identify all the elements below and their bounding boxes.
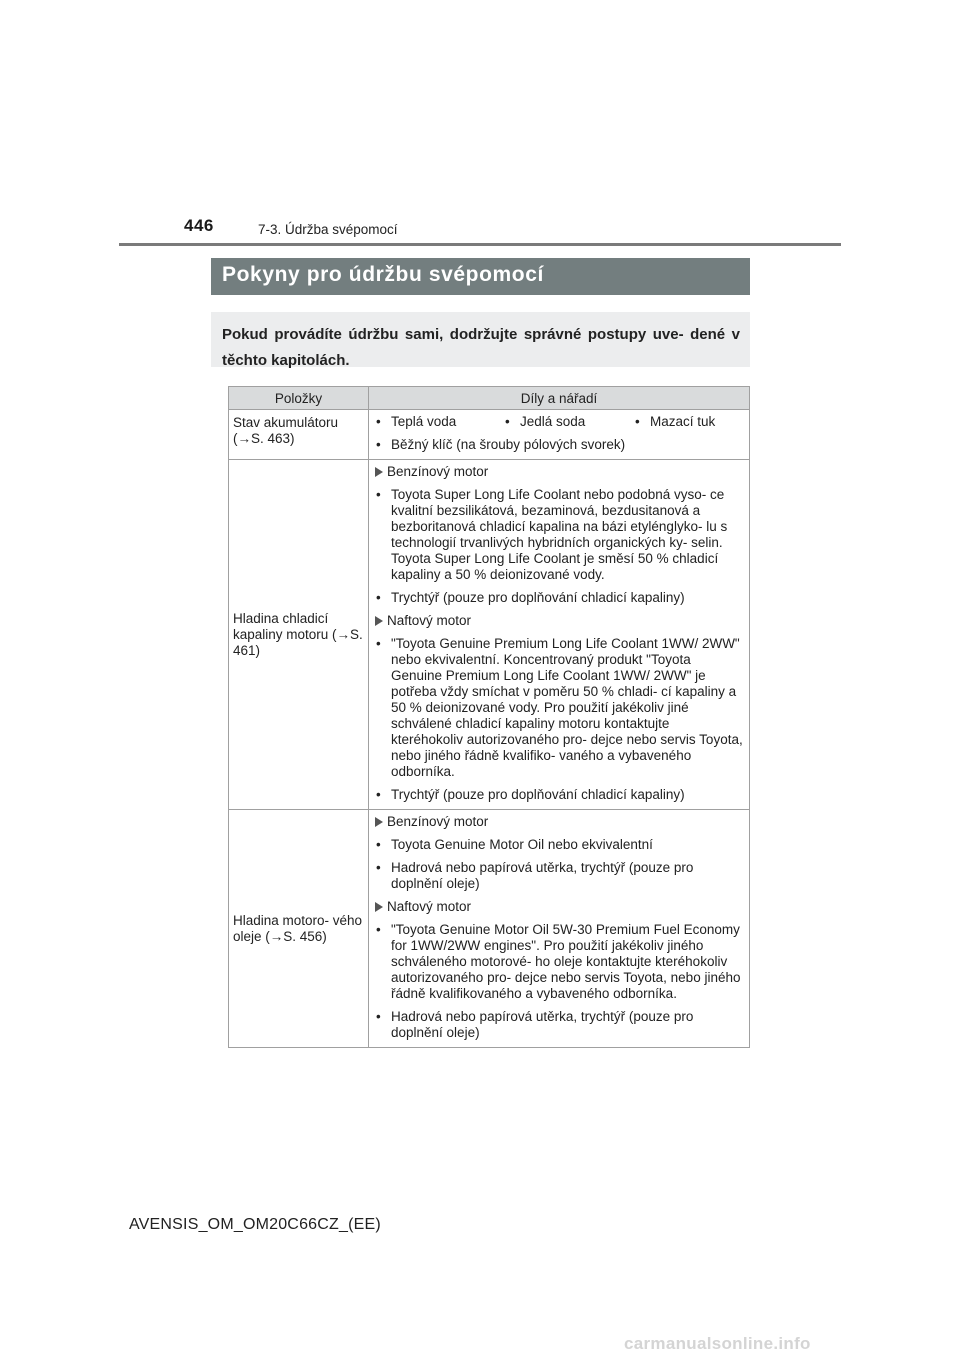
bullet-icon: •: [376, 636, 381, 651]
engine-heading: Benzínový motor: [375, 464, 745, 480]
table-row: [229, 460, 750, 810]
item-cell: Stav akumulátoru (→S. 463): [229, 410, 369, 460]
bullet-icon: •: [376, 590, 381, 605]
document-code: AVENSIS_OM_OM20C66CZ_(EE): [129, 1216, 381, 1233]
tools-cell: [369, 410, 750, 460]
bullet-icon: •: [376, 787, 381, 802]
header-tools: Díly a nářadí: [369, 387, 750, 410]
header-rule: [119, 243, 841, 246]
bullet-icon: •: [376, 837, 381, 852]
list-item: • Toyota Genuine Motor Oil nebo ekvivalentní: [376, 837, 653, 852]
tools-cell: [369, 460, 750, 810]
list-item: • Jedlá soda: [505, 414, 586, 429]
list-item: • Běžný klíč (na šrouby pólových svorek): [376, 437, 626, 452]
triangle-bullet-icon: [375, 817, 383, 827]
intro-text: Pokud provádíte údržbu sami, dodržujte správné postupy uve- dené v těchto kapitolách.: [211, 312, 750, 367]
list-item: • Mazací tuk: [635, 414, 716, 429]
parts-table: [228, 386, 750, 1048]
engine-heading: Naftový motor: [375, 899, 745, 915]
bullet-icon: •: [505, 414, 510, 429]
bullet-icon: •: [376, 437, 381, 452]
page-number: 446: [184, 216, 214, 235]
list-item: • Teplá voda: [376, 414, 457, 429]
list-item: • Toyota Super Long Life Coolant nebo podobná vyso- ce kvalitní bezsilikátová, bezaminová, bezdusitanová a bezboritanová chladicí kapalina na bázi etylénglyko- lu s technologií trvanlivých hybridních organických ky- selin. Toyota Super Long Life Coolant je směsí 50 % chladicí kapaliny a 50 % deionizované vody.: [376, 487, 728, 582]
item-cell: Hladina chladicí kapaliny motoru (→S. 461): [229, 460, 369, 810]
triangle-bullet-icon: [375, 467, 383, 477]
engine-heading: Naftový motor: [375, 613, 745, 629]
triangle-bullet-icon: [375, 616, 383, 626]
inline-bullets: [375, 414, 745, 430]
list-item: • Trychtýř (pouze pro doplňování chladicí kapaliny): [376, 787, 685, 802]
bullet-icon: •: [635, 414, 640, 429]
list-item: • Trychtýř (pouze pro doplňování chladicí kapaliny): [376, 590, 685, 605]
list-item: • Hadrová nebo papírová utěrka, trychtýř (pouze pro doplnění oleje): [376, 1009, 694, 1040]
watermark: carmanualsonline.info: [624, 1334, 811, 1353]
bullet-icon: •: [376, 860, 381, 875]
table-row: [229, 410, 750, 460]
table-row: [229, 810, 750, 1048]
tools-cell: [369, 810, 750, 1048]
engine-heading: Benzínový motor: [375, 814, 745, 830]
header-items: Položky: [229, 387, 369, 410]
item-cell: Hladina motoro- vého oleje (→S. 456): [229, 810, 369, 1048]
triangle-bullet-icon: [375, 902, 383, 912]
list-item: • "Toyota Genuine Motor Oil 5W-30 Premium Fuel Economy for 1WW/2WW engines". Pro použití jakékoliv jiného schváleného motorové- ho oleje kontaktujte kteréhokoliv autorizovaného pro- dejce nebo servis Toyota, nebo jiného řádně kvalifikovaného a vybaveného odborníka.: [376, 922, 741, 1001]
table-header-row: [229, 387, 750, 410]
list-item: • Hadrová nebo papírová utěrka, trychtýř (pouze pro doplnění oleje): [376, 860, 694, 891]
bullet-icon: •: [376, 487, 381, 502]
page-title: Pokyny pro údržbu svépomocí: [211, 258, 750, 295]
bullet-icon: •: [376, 922, 381, 937]
list-item: • "Toyota Genuine Premium Long Life Coolant 1WW/ 2WW" nebo ekvivalentní. Koncentrovaný produkt "Toyota Genuine Premium Long Life Coolant 1WW/ 2WW" je potřeba vždy smíchat v poměru 50 % chladi- cí kapaliny a 50 % deionizované vody. Pro použití jakékoliv jiné schválené chladicí kapaliny motoru kontaktujte kteréhokoliv autorizovaného pro- dejce nebo servis Toyota, nebo jiného řádně kvalifiko- vaného a vybaveného odborníka.: [376, 636, 743, 779]
bullet-icon: •: [376, 1009, 381, 1024]
section-label: 7-3. Údržba svépomocí: [258, 222, 398, 237]
bullet-icon: •: [376, 414, 381, 429]
